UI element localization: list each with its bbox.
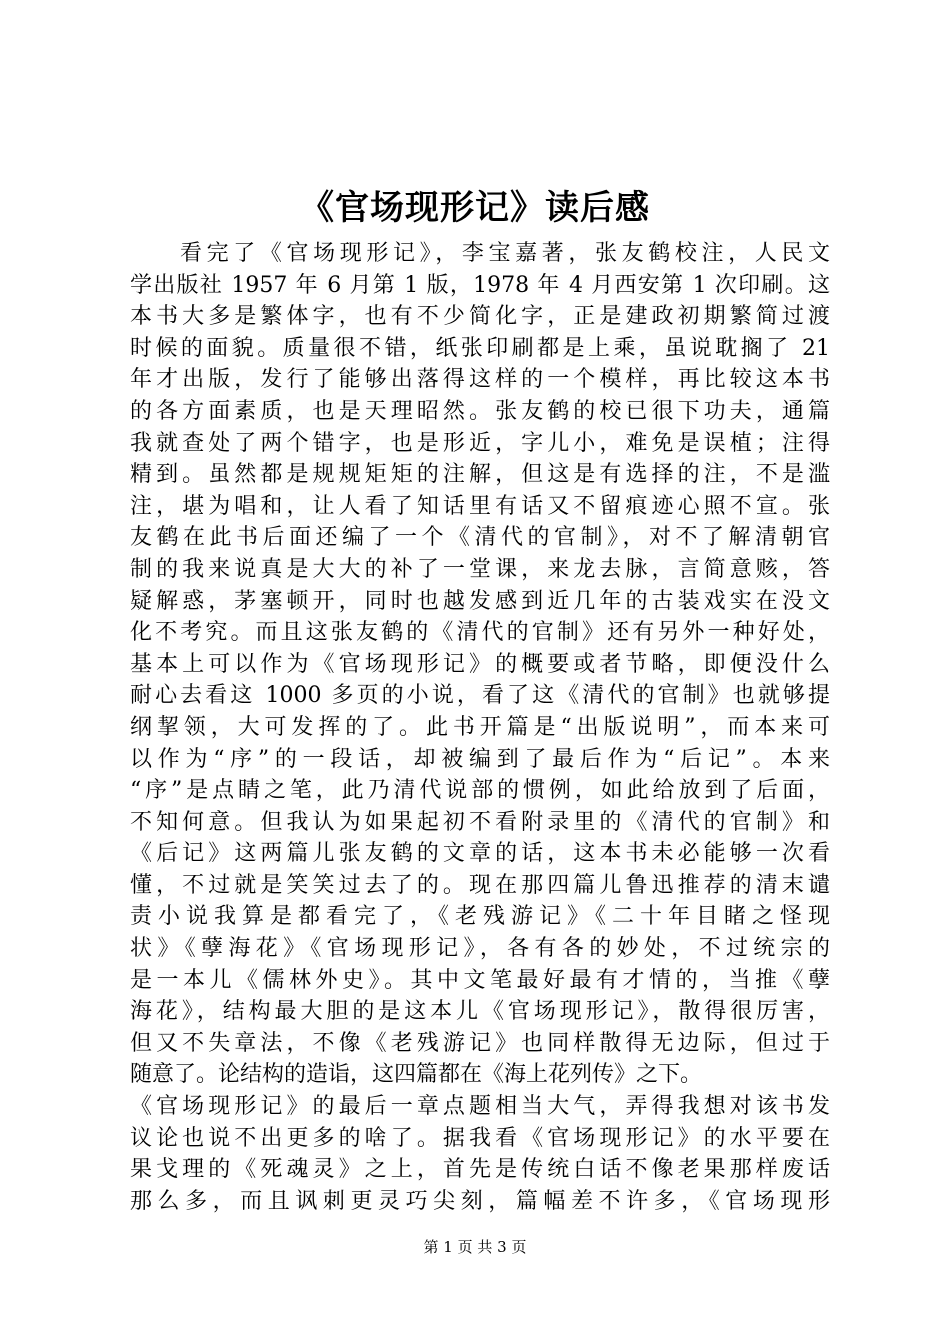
- body-line: “序”是点睛之笔，此乃清代说部的惯例，如此给放到了后面，: [130, 778, 830, 804]
- body-line: 果戈理的《死魂灵》之上，首先是传统白话不像老果那样废话: [130, 1157, 830, 1183]
- page-footer: 第 1 页 共 3 页: [423, 1238, 527, 1256]
- body-line: 精到。虽然都是规规矩矩的注解，但这是有选择的注，不是滥: [130, 462, 830, 488]
- body-line: 的各方面素质，也是天理昭然。张友鹤的校已很下功夫，通篇: [130, 398, 830, 424]
- body-line: 但又不失章法，不像《老残游记》也同样散得无边际，但过于: [130, 1030, 830, 1056]
- body-line: 状》《孽海花》《官场现形记》，各有各的妙处，不过统宗的: [130, 936, 830, 962]
- body-line: 以作为“序”的一段话，却被编到了最后作为“后记”。本来: [130, 746, 830, 772]
- body-line: 议论也说不出更多的啥了。据我看《官场现形记》的水平要在: [130, 1125, 830, 1151]
- body-line: 纲挈领，大可发挥的了。此书开篇是“出版说明”，而本来可: [130, 714, 830, 740]
- body-line: 海花》，结构最大胆的是这本儿《官场现形记》，散得很厉害，: [130, 999, 830, 1025]
- body-line: 本书大多是繁体字，也有不少简化字，正是建政初期繁简过渡: [130, 304, 830, 330]
- body-line: 疑解惑，茅塞顿开，同时也越发感到近几年的古装戏实在没文: [130, 588, 830, 614]
- body-line: 懂，不过就是笑笑过去了的。现在那四篇儿鲁迅推荐的清末谴: [130, 872, 830, 898]
- body-line: 我就查处了两个错字，也是形近，字儿小，难免是误植；注得: [130, 430, 830, 456]
- body-line: 《官场现形记》的最后一章点题相当大气，弄得我想对该书发: [130, 1094, 830, 1120]
- body-line: 学出版社 1957 年 6 月第 1 版，1978 年 4 月西安第 1 次印刷。这: [130, 272, 830, 298]
- body-line: 责小说我算是都看完了，《老残游记》《二十年目睹之怪现: [130, 904, 830, 930]
- body-line: 制的我来说真是大大的补了一堂课，来龙去脉，言简意赅，答: [130, 556, 830, 582]
- body-line: 是一本儿《儒林外史》。其中文笔最好最有才情的，当推《孽: [130, 967, 830, 993]
- document-title: 《官场现形记》读后感: [300, 188, 650, 228]
- body-line: 耐心去看这 1000 多页的小说，看了这《清代的官制》也就够提: [130, 683, 830, 709]
- body-line: 注，堪为唱和，让人看了知话里有话又不留痕迹心照不宣。张: [130, 493, 830, 519]
- document-body: [130, 238, 830, 1217]
- body-line: 年才出版，发行了能够出落得这样的一个模样，再比较这本书: [130, 367, 830, 393]
- body-line: 不知何意。但我认为如果起初不看附录里的《清代的官制》和: [130, 809, 830, 835]
- body-line: 友鹤在此书后面还编了一个《清代的官制》，对不了解清朝官: [130, 525, 830, 551]
- body-line: 时候的面貌。质量很不错，纸张印刷都是上乘，虽说耽搁了 21: [130, 335, 830, 361]
- body-line: 那么多，而且讽刺更灵巧尖刻，篇幅差不许多，《官场现形: [130, 1188, 830, 1214]
- body-line: 《后记》这两篇儿张友鹤的文章的话，这本书未必能够一次看: [130, 841, 830, 867]
- body-line: 基本上可以作为《官场现形记》的概要或者节略，即便没什么: [130, 651, 830, 677]
- body-line: 化不考究。而且这张友鹤的《清代的官制》还有另外一种好处，: [130, 620, 830, 646]
- body-line: 随意了。论结构的造诣，这四篇都在《海上花列传》之下。: [130, 1062, 703, 1088]
- body-line: 看完了《官场现形记》，李宝嘉著，张友鹤校注，人民文: [180, 241, 830, 266]
